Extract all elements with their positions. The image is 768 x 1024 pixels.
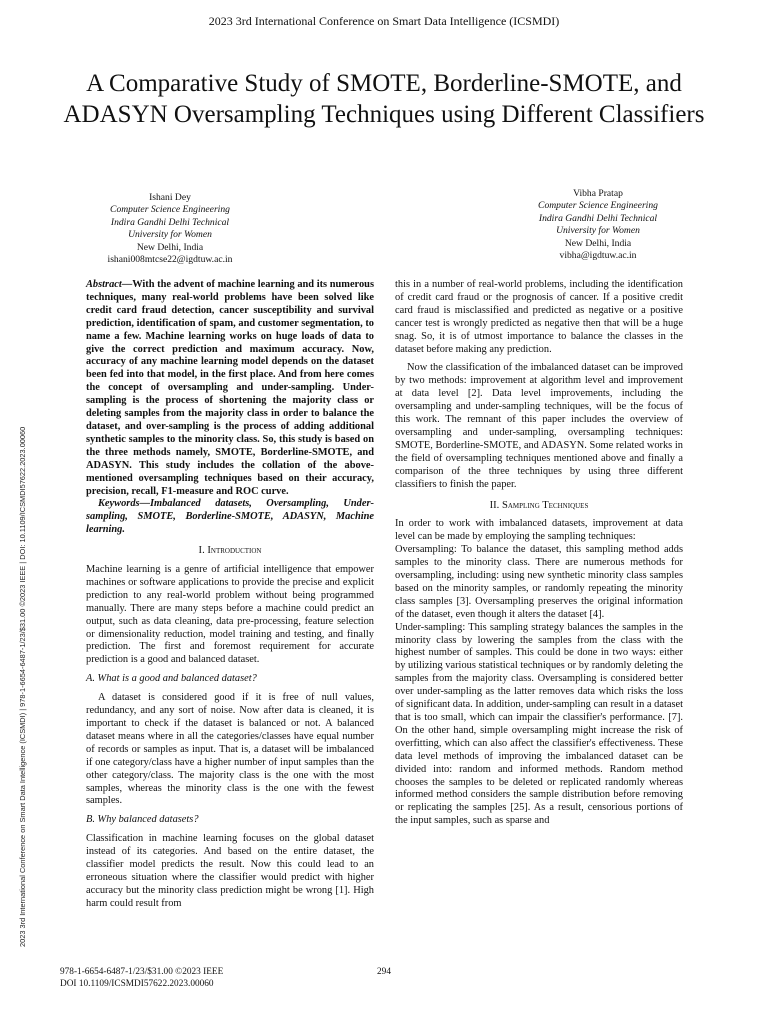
- author-location: New Delhi, India: [564, 237, 632, 249]
- author-university: University for Women: [556, 225, 640, 237]
- author-institution: Indira Gandhi Delhi Technical: [538, 212, 658, 224]
- subsection-heading-b: B. Why balanced datasets?: [86, 814, 199, 826]
- author-name: Ishani Dey: [149, 192, 191, 203]
- side-citation-text: 2023 3rd International Conference on Smart Data Intelligence (ICSMDI) | 978-1-6654-6487-1/23/$31.00 ©2023 IEEE | DOI: 10.1109/ICSMDI57622.2023.00060: [18, 426, 27, 947]
- keywords: Keywords—Imbalanced datasets, Oversampling, Under-sampling, SMOTE, Borderline-SMOTE, ADASYN, Machine learning.: [86, 498, 374, 536]
- subsection-a-paragraph: A dataset is considered good if it is free of null values, redundancy, and any sort of noise. Now after data is cleaned, it is important to check if the dataset is balanced or not. A balanced dataset means where in all the categories/classes have equal number of records or samples as input. That is, a dataset will be imbalanced if one category/class have a higher number of input samples than the other category/class. The majority class is the one with the most samples, whereas the minority class is the one with the fewest samples.: [86, 692, 374, 807]
- author-department: Computer Science Engineering: [110, 204, 230, 216]
- author-email: vibha@igdtuw.ac.in: [559, 250, 637, 262]
- abstract-label: Abstract: [86, 279, 122, 290]
- paper-title: A Comparative Study of SMOTE, Borderline-SMOTE, and ADASYN Oversampling Techniques using Different Classifiers: [63, 70, 705, 128]
- author-block-2: [498, 188, 698, 262]
- author-block-1: [70, 192, 270, 266]
- oversampling-paragraph: Oversampling: To balance the dataset, this sampling method adds samples to the minority class. There are numerous methods for oversampling, including: using new synthetic minority class samples based on the minority samples, or randomly repeating the minority class samples [3]. Oversampling preserves the original information of the dataset, even though it alters the dataset [4].: [395, 544, 683, 620]
- conference-header: 2023 3rd International Conference on Smart Data Intelligence (ICSMDI): [208, 14, 560, 28]
- footer-isbn: 978-1-6654-6487-1/23/$31.00 ©2023 IEEE: [60, 967, 224, 977]
- abstract: [86, 279, 374, 498]
- section-heading-sampling: II. Sampling Techniques: [489, 499, 589, 511]
- author-university: University for Women: [128, 229, 212, 241]
- author-email: ishani008mtcse22@igdtuw.ac.in: [107, 254, 233, 266]
- author-name: Vibha Pratap: [573, 188, 623, 199]
- page-number: 294: [377, 967, 391, 977]
- footer-doi: DOI 10.1109/ICSMDI57622.2023.00060: [60, 978, 214, 989]
- right-column: [395, 279, 683, 828]
- intro-paragraph: Machine learning is a genre of artificial intelligence that empower machines or software applications to provide the precise and explicit prediction to any real-world problem without being programmed manually. There are many steps before a machine could predict an output, such as data cleaning, data pre-processing, feature selection or dimensionality reduction, model training and testing, and finally prediction. The first and foremost requirement for accurate prediction is a good and balanced dataset.: [86, 564, 374, 666]
- subsection-b-paragraph: Classification in machine learning focuses on the global dataset instead of its categories. And based on the entire dataset, the classifier model predicts the result. Now this could lead to an erroneous situation where the classifier would predict with higher accuracy but the minority class prediction might be wrong [1]. High harm could result from: [86, 833, 374, 909]
- side-citation-note: [12, 324, 27, 956]
- author-location: New Delhi, India: [136, 241, 204, 253]
- undersampling-paragraph: Under-sampling: This sampling strategy balances the samples in the minority class by lowering the samples from the class with the highest number of samples. This could be done in two ways: either by utilizing various statistical techniques or by randomly deleting the samples from the majority class. Oversampling is considered better over under-sampling as the latter removes data which risks the loss of significant data. In addition, under-sampling can result in a dataset that is too small, which can impair the classifier's performance. [7]. On the other hand, simple oversampling might increase the risk of overfitting, which can also affect the classifier's effectiveness. These data level methods of improving the imbalanced dataset can be divided into: random and informed methods. Random method chooses the samples to be deleted or replicated randomly whereas informed method considers the sample distribution before removing or replicating the samples [25]. As a result, censorious portions of the input samples, such as sparse and: [395, 621, 683, 827]
- improvement-paragraph: Now the classification of the imbalanced dataset can be improved by two methods: improvement at algorithm level and improvement at data level [2]. Data level improvements, including the oversampling and under-sampling techniques, will be the focus of this work. The remnant of this paper includes the overview of oversampling and under-sampling, oversampling techniques: SMOTE, Borderline-SMOTE, and ADASYN. Some related works in the field of oversampling techniques mentioned above and finally a comparison of the three techniques by using three different classifiers to finish the paper.: [395, 362, 683, 490]
- subsection-heading-a: A. What is a good and balanced dataset?: [86, 673, 257, 685]
- author-department: Computer Science Engineering: [538, 200, 658, 212]
- author-institution: Indira Gandhi Delhi Technical: [110, 216, 230, 228]
- footer-copyright: [60, 967, 223, 990]
- left-column: [86, 279, 374, 911]
- abstract-text: —With the advent of machine learning and its numerous techniques, many real-world problems have been solved like credit card fraud detection, cancer susceptibility and survival prediction, identification of spam, and customer segmentation, to name a few. Machine learning works on huge loads of data to give the correct prediction and maximum accuracy. Now, accuracy of any machine learning model depends on the dataset been fed into that model, in the first place. And from here comes the concept of oversampling and under-sampling. Under-sampling is the process of shortening the majority class or deleting samples from the majority class in order to balance the dataset, and over-sampling is the process of adding additional synthetic samples to the minority class. So, this study is based on the three methods namely, SMOTE, Borderline-SMOTE, and ADASYN. This study includes the collation of the above-mentioned oversampling techniques based on their accuracy, precision, recall, F1-measure and ROC curve.: [86, 279, 374, 497]
- continued-paragraph: this in a number of real-world problems, including the identification of credit card fraud or the prognosis of cancer. If a positive credit card fraud is misclassified and predicted as negative or a positive cancer test is wrongly predicted as negative then that will be a huge snag. So, it is of utmost importance to balance the classes in the dataset before making any prediction.: [395, 279, 683, 355]
- sampling-intro-paragraph: In order to work with imbalanced datasets, improvement at data level can be made by employing the sampling techniques:: [395, 518, 683, 543]
- section-heading-introduction: I. Introduction: [198, 545, 262, 557]
